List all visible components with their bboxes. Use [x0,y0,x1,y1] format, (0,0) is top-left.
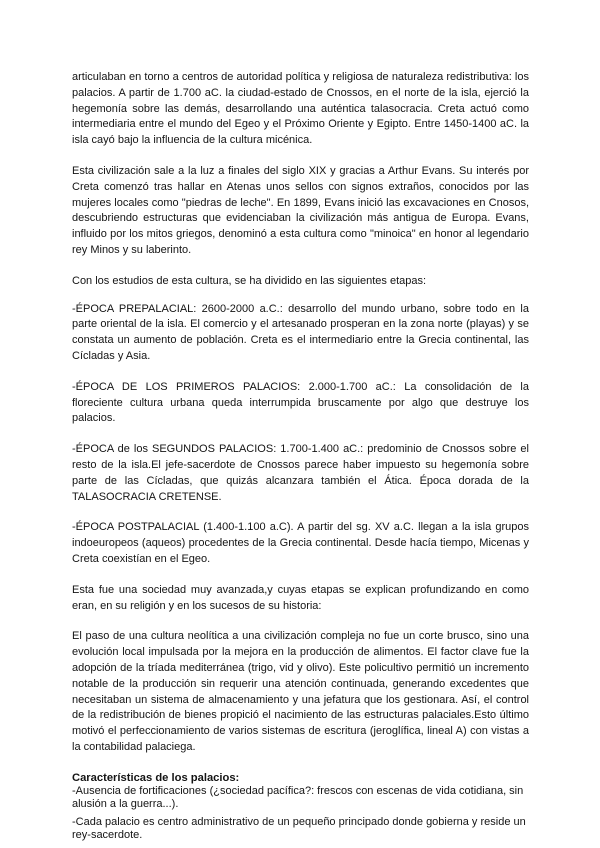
section-caracteristicas [72,771,529,842]
paragraph-cultura-neolitica: El paso de una cultura neolítica a una civilización compleja no fue un corte brusco, sino una evolución local impulsada por la mejora en la producción de alimentos. El factor clave fue la adopción de la tríada mediterránea (trigo, vid y olivo). Este policultivo permitió un incremento notable de la producción sin requerir una atención continuada, generando excedentes que necesitaban un sistema de almacenamiento y una jefatura que los gestionara. Así, el control de la redistribución de bienes propició el nacimiento de las estructuras palaciales.Esto último motivó el perfeccionamiento de varios sistemas de escritura (jeroglífica, lineal A) con vistas a la contabilidad palaciega. [72,630,529,753]
paragraph-epoca-postpalacial: -ÉPOCA POSTPALACIAL (1.400-1.100 a.C). A partir del sg. XV a.C. llegan a la isla grupos indoeuropeos (aqueos) procedentes de la Grecia continental. Desde hacía tiempo, Micenas y Creta coexistían en el Egeo. [72,521,529,565]
paragraph-sociedad-avanzada: Esta fue una sociedad muy avanzada,y cuyas etapas se explican profundizando en como eran, en su religión y en los sucesos de su historia: [72,583,529,612]
paragraph-segundos-palacios: -ÉPOCA de los SEGUNDOS PALACIOS: 1.700-1.400 aC.: predominio de Cnossos sobre el resto de la isla.El jefe-sacerdote de Cnossos parece haber impuesto su hegemonía sobre parte de las Cícladas, que quizás alcanzara también el Ática. Época dorada de la TALASOCRACIA CRETENSE. [72,443,529,503]
paragraph-palacios-intro: articulaban en torno a centros de autoridad política y religiosa de naturaleza redistributiva: los palacios. A partir de 1.700 aC. la ciudad-estado de Cnossos, en el norte de la isla, ejerció la hegemonía sobre las demás, desarrollando una auténtica talasocracia. Creta actuó como intermediaria entre el mundo del Egeo y el Próximo Oriente y Egipto. Entre 1450-1400 aC. la isla cayó bajo la influencia de la cultura micénica. [72,71,529,147]
document-page [72,70,529,847]
paragraph-primeros-palacios: -ÉPOCA DE LOS PRIMEROS PALACIOS: 2.000-1.700 aC.: La consolidación de la floreciente cultura urbana queda interrumpida bruscamente por algo que destruye los palacios. [72,380,529,425]
paragraph-etapas-intro: Con los estudios de esta cultura, se ha dividido en las siguientes etapas: [72,274,427,287]
list-item: -Cada palacio es centro administrativo de un pequeño principado donde gobierna y reside un rey-sacerdote. [72,815,526,841]
paragraph-arthur-evans: Esta civilización sale a la luz a finales del siglo XIX y gracias a Arthur Evans. Su interés por Creta comenzó tras hallar en Atenas unos sellos con signos extraños, conocidos por las mujeres locales como "piedras de leche". En 1899, Evans inició las excavaciones en Cnosos, descubriendo estructuras que evidenciaban la civilización más antigua de Europa. Evans, influido por los mitos griegos, denominó a esta cultura como "minoica" en honor al legendario rey Minos y su laberinto. [72,164,529,256]
list-item: -Ausencia de fortificaciones (¿sociedad pacífica?: frescos con escenas de vida cotidiana, sin alusión a la guerra...). [72,784,524,810]
paragraph-epoca-prepalacial: -ÉPOCA PREPALACIAL: 2600-2000 a.C.: desarrollo del mundo urbano, sobre todo en la parte oriental de la isla. El comercio y el artesanado prosperan en la zona norte (playas) y se constata un aumento de población. Creta es el intermediario entre la Grecia continental, las Cícladas y Asia. [72,302,529,362]
section-title: Características de los palacios: [72,771,240,784]
